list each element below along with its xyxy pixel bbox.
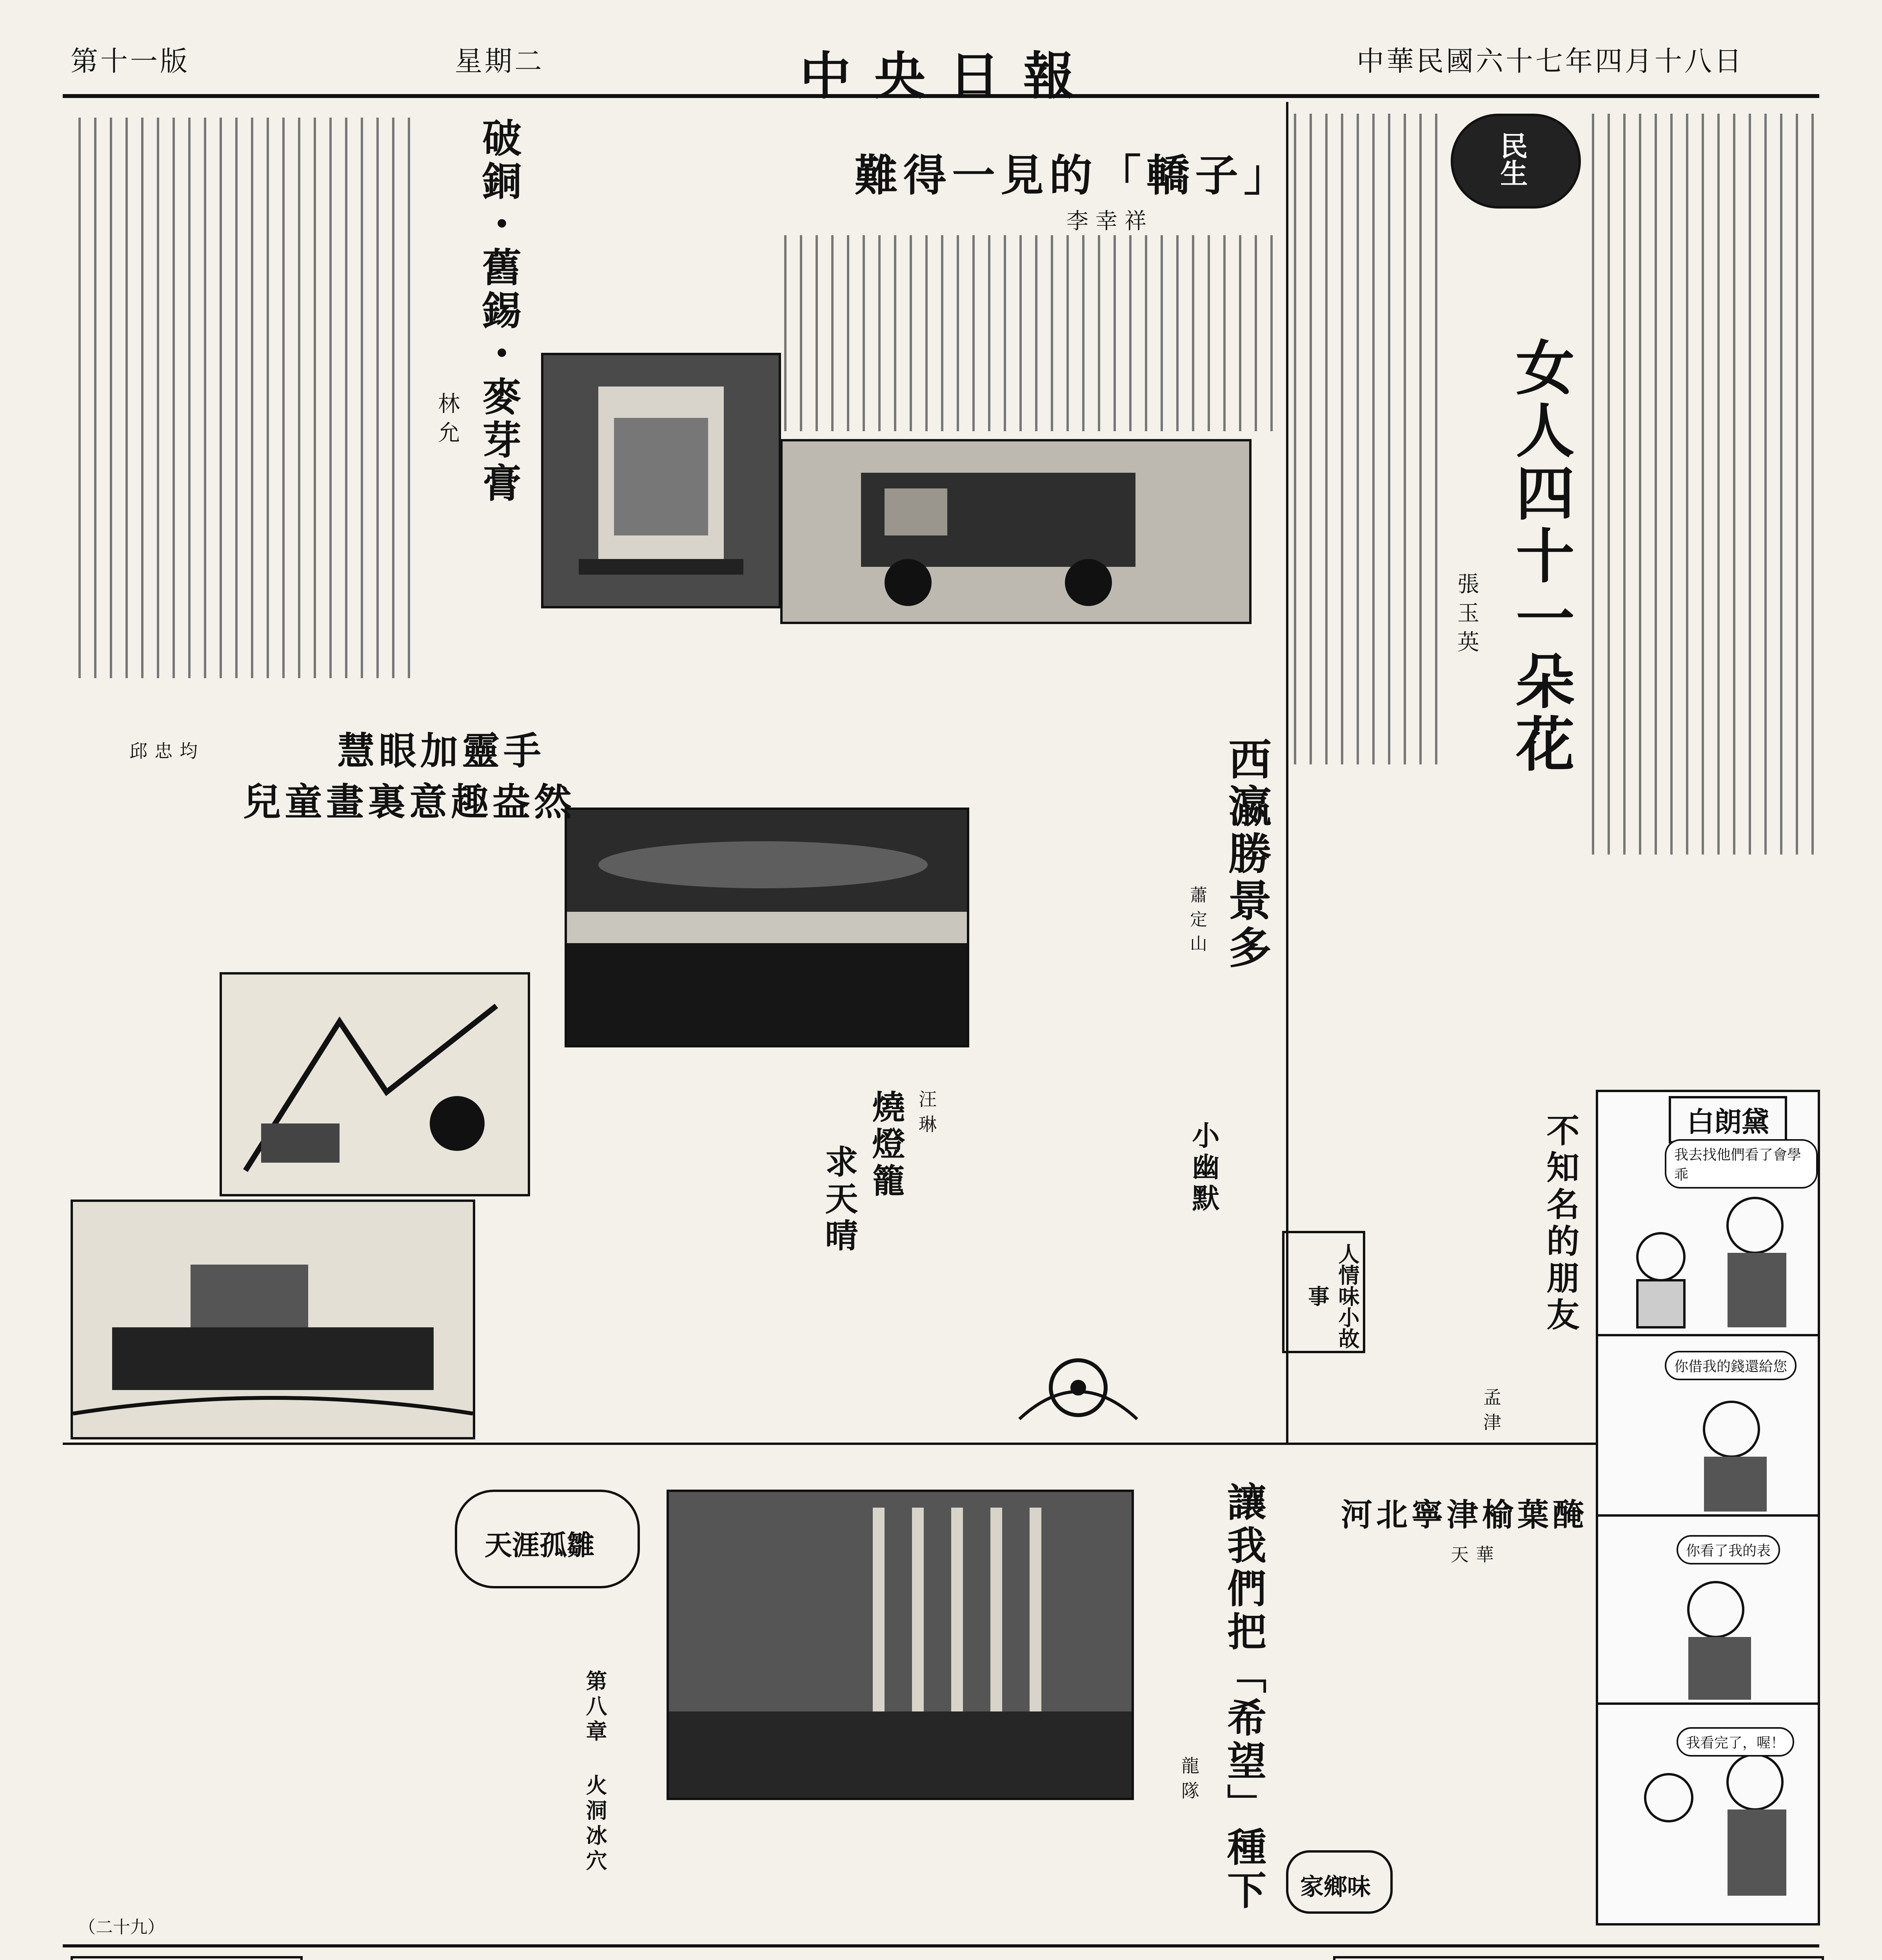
serial-header: 天涯孤雛 [485,1529,594,1561]
issue-date: 中華民國六十七年四月十八日 [1357,45,1744,77]
headline-pet: 小幽默 [1188,1121,1220,1215]
headline-scrap: 破銅・舊錫・麥芽膏 [476,118,522,506]
byline-xiying: 蕭定山 [1187,886,1207,959]
children-drawing-2 [71,1200,475,1439]
byline-scrap: 林允 [434,392,460,450]
row-rule [63,1443,1819,1445]
serial-chapter: 第八章 火洞冰穴 [583,1670,608,1875]
ad-summer [306,1956,502,1960]
section-logo: 民生 [1496,132,1528,187]
article-body [776,235,1282,435]
article-body [1588,114,1815,858]
sedan-photo [541,353,781,608]
masthead [63,35,1819,106]
headline-lanterns-2: 求天晴 [820,1145,859,1255]
comic-bubble: 你看了我的表 [1677,1535,1780,1564]
comic-header: 白朗黛 [1669,1096,1787,1143]
comic-bubble: 我看完了，喔！ [1677,1727,1794,1757]
headline-hope: 讓我們把「希望」種下 [1221,1482,1267,1913]
section-logo-badge [1451,114,1581,209]
headline-hebei: 河北寧津榆葉醃 [1341,1496,1588,1533]
comic-bubble: 我去找他們看了會學乖 [1665,1139,1818,1189]
headline-children-art-1: 慧眼加靈手 [337,729,545,773]
human-interest-label: 人情味小故事 [1282,1231,1365,1353]
serial-header-box [455,1490,640,1588]
page-number: 第十一版 [71,45,190,77]
weekday: 星期二 [455,45,544,77]
byline-unknown-friend: 孟津 [1481,1388,1502,1438]
byline-sedan: 李幸祥 [1066,209,1154,234]
serial-number: （二十九） [78,1917,165,1937]
headline-lanterns-1: 燒燈籠 [867,1090,906,1200]
comic-bubble: 你借我的錢還給您 [1665,1351,1797,1380]
ad-zhenhuan [1333,1956,1824,1960]
ads-rule [63,1944,1819,1947]
article-body [71,118,423,682]
headline-xiying: 西瀛勝景多 [1221,737,1272,972]
article-body [1290,114,1447,768]
headline-children-art-2: 兒童畫裏意趣盎然 [243,780,576,824]
flower-ornament [1004,1341,1153,1435]
byline-women-forty: 張玉英 [1454,572,1479,659]
children-drawing-1 [220,972,530,1196]
garden-photo [667,1490,1134,1800]
byline-children-art: 邱忠均 [129,740,205,762]
newspaper-title: 中央日報 [800,46,1098,106]
comic-strip [1596,1090,1820,1926]
hometown-label-box [1286,1850,1393,1914]
ad-baby [71,1956,303,1960]
carriage-photo [780,439,1252,624]
ad-huanghou [1090,1956,1310,1960]
ad-jinjin [510,1956,674,1960]
hometown-label: 家鄉味 [1300,1873,1371,1901]
headline-sedan: 難得一見的「轎子」 [855,150,1292,201]
byline-hope: 龍隊 [1179,1756,1200,1806]
byline-lanterns: 汪琳 [916,1090,937,1140]
byline-hebei: 天華 [1451,1544,1501,1565]
headline-women-forty: 女人四十一朵花 [1506,337,1575,776]
seascape-photo [565,808,969,1047]
headline-unknown-friend: 不知名的朋友 [1541,1113,1580,1334]
